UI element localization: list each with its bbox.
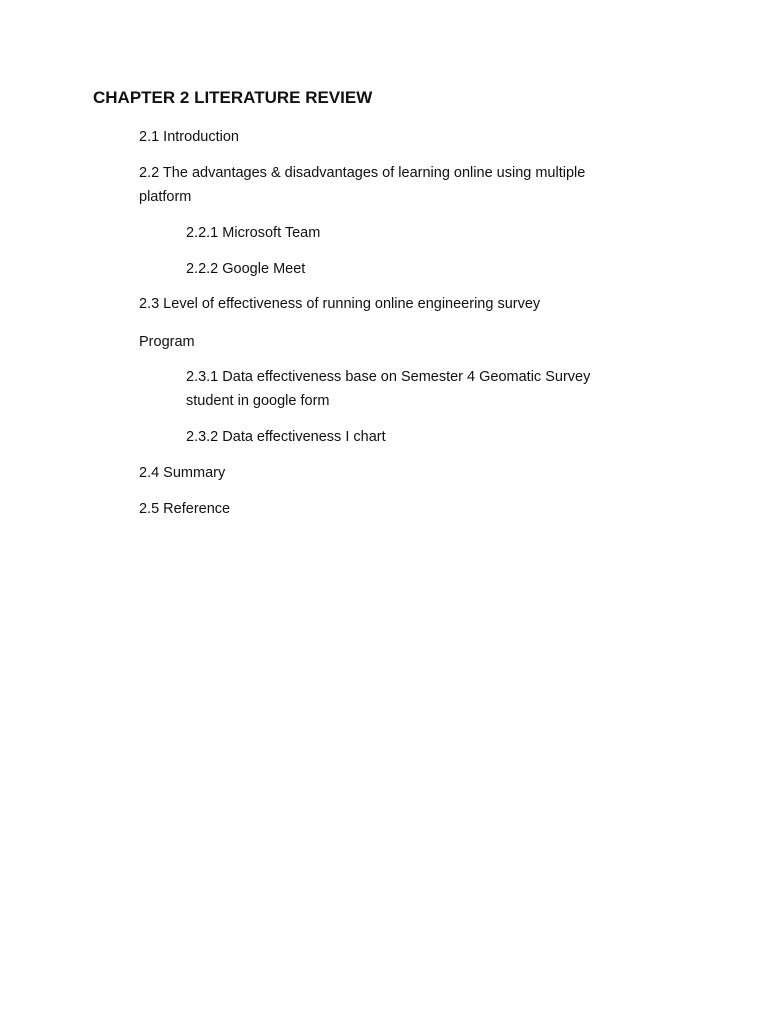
toc-entry-2-3-1: 2.3.1 Data effectiveness base on Semester 4 Geomatic Survey: [186, 369, 591, 385]
chapter-heading: CHAPTER 2 LITERATURE REVIEW: [93, 88, 373, 107]
toc-entry-2-3-1-continued: student in google form: [186, 393, 330, 409]
toc-entry-2-4: 2.4 Summary: [139, 465, 226, 481]
toc-entry-2-3-continued: Program: [139, 334, 195, 350]
toc-entry-2-1: 2.1 Introduction: [139, 129, 239, 145]
toc-entry-2-2-2: 2.2.2 Google Meet: [186, 261, 306, 277]
toc-entry-2-3-2: 2.3.2 Data effectiveness I chart: [186, 429, 386, 445]
toc-entry-2-2-1: 2.2.1 Microsoft Team: [186, 225, 321, 241]
toc-entry-2-2: 2.2 The advantages & disadvantages of learning online using multiple: [139, 165, 586, 181]
toc-entry-2-5: 2.5 Reference: [139, 501, 231, 517]
toc-entry-2-2-continued: platform: [139, 189, 192, 205]
toc-entry-2-3: 2.3 Level of effectiveness of running online engineering survey: [139, 296, 541, 312]
